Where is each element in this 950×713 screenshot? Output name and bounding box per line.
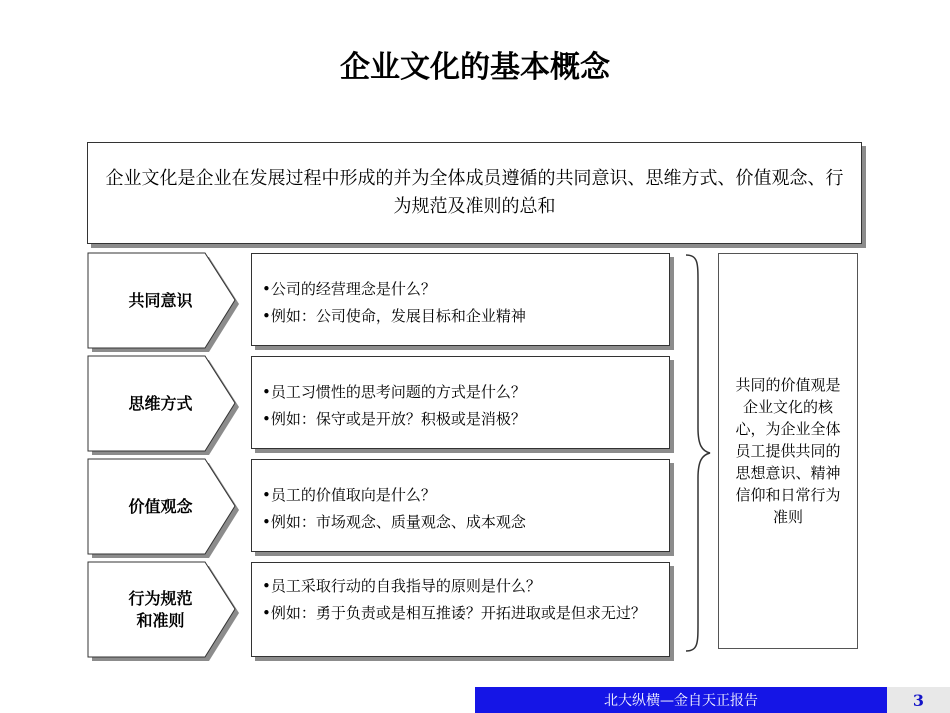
label-behavior-norms [88,562,240,658]
detail-example: •例如：公司使命，发展目标和企业精神 [262,307,526,325]
curly-brace [684,253,714,653]
summary-box [718,253,858,649]
row-label: 行为规范 和准则 [128,589,193,630]
definition-text: 企业文化是企业在发展过程中形成的并为全体成员遵循的共同意识、思维方式、价值观念、行为规范及准则的总和 [105,168,844,217]
page-title: 企业文化的基本概念 [340,50,610,85]
footer-bar [475,687,887,713]
detail-box-thinking-mode [251,356,670,449]
row-label: 价值观念 [128,497,193,516]
detail-question: •员工采取行动的自我指导的原则是什么？ [262,577,541,595]
detail-question: •员工习惯性的思考问题的方式是什么？ [262,383,526,401]
row-label: 共同意识 [128,291,193,310]
row-label: 思维方式 [128,394,193,413]
detail-example: •例如：保守或是开放？积极或是消极？ [262,410,526,428]
detail-box-behavior-norms [251,562,670,657]
label-shared-awareness [88,253,240,349]
page-number: 3 [887,687,950,713]
detail-question: •公司的经营理念是什么？ [262,280,436,298]
summary-text: 共同的价值观是企业文化的核心，为企业全体员工提供共同的思想意识、精神信仰和日常行为准则 [735,376,841,526]
detail-example: •例如：勇于负责或是相互推诿？开拓进取或是但求无过？ [262,604,646,622]
detail-example: •例如：市场观念、质量观念、成本观念 [262,513,526,531]
detail-box-shared-awareness [251,253,670,346]
footer-text: 北大纵横—金自天正报告 [604,693,758,709]
detail-question: •员工的价值取向是什么？ [262,486,436,504]
label-thinking-mode [88,356,240,452]
detail-box-values [251,459,670,552]
definition-box [87,142,862,244]
label-values [88,459,240,555]
